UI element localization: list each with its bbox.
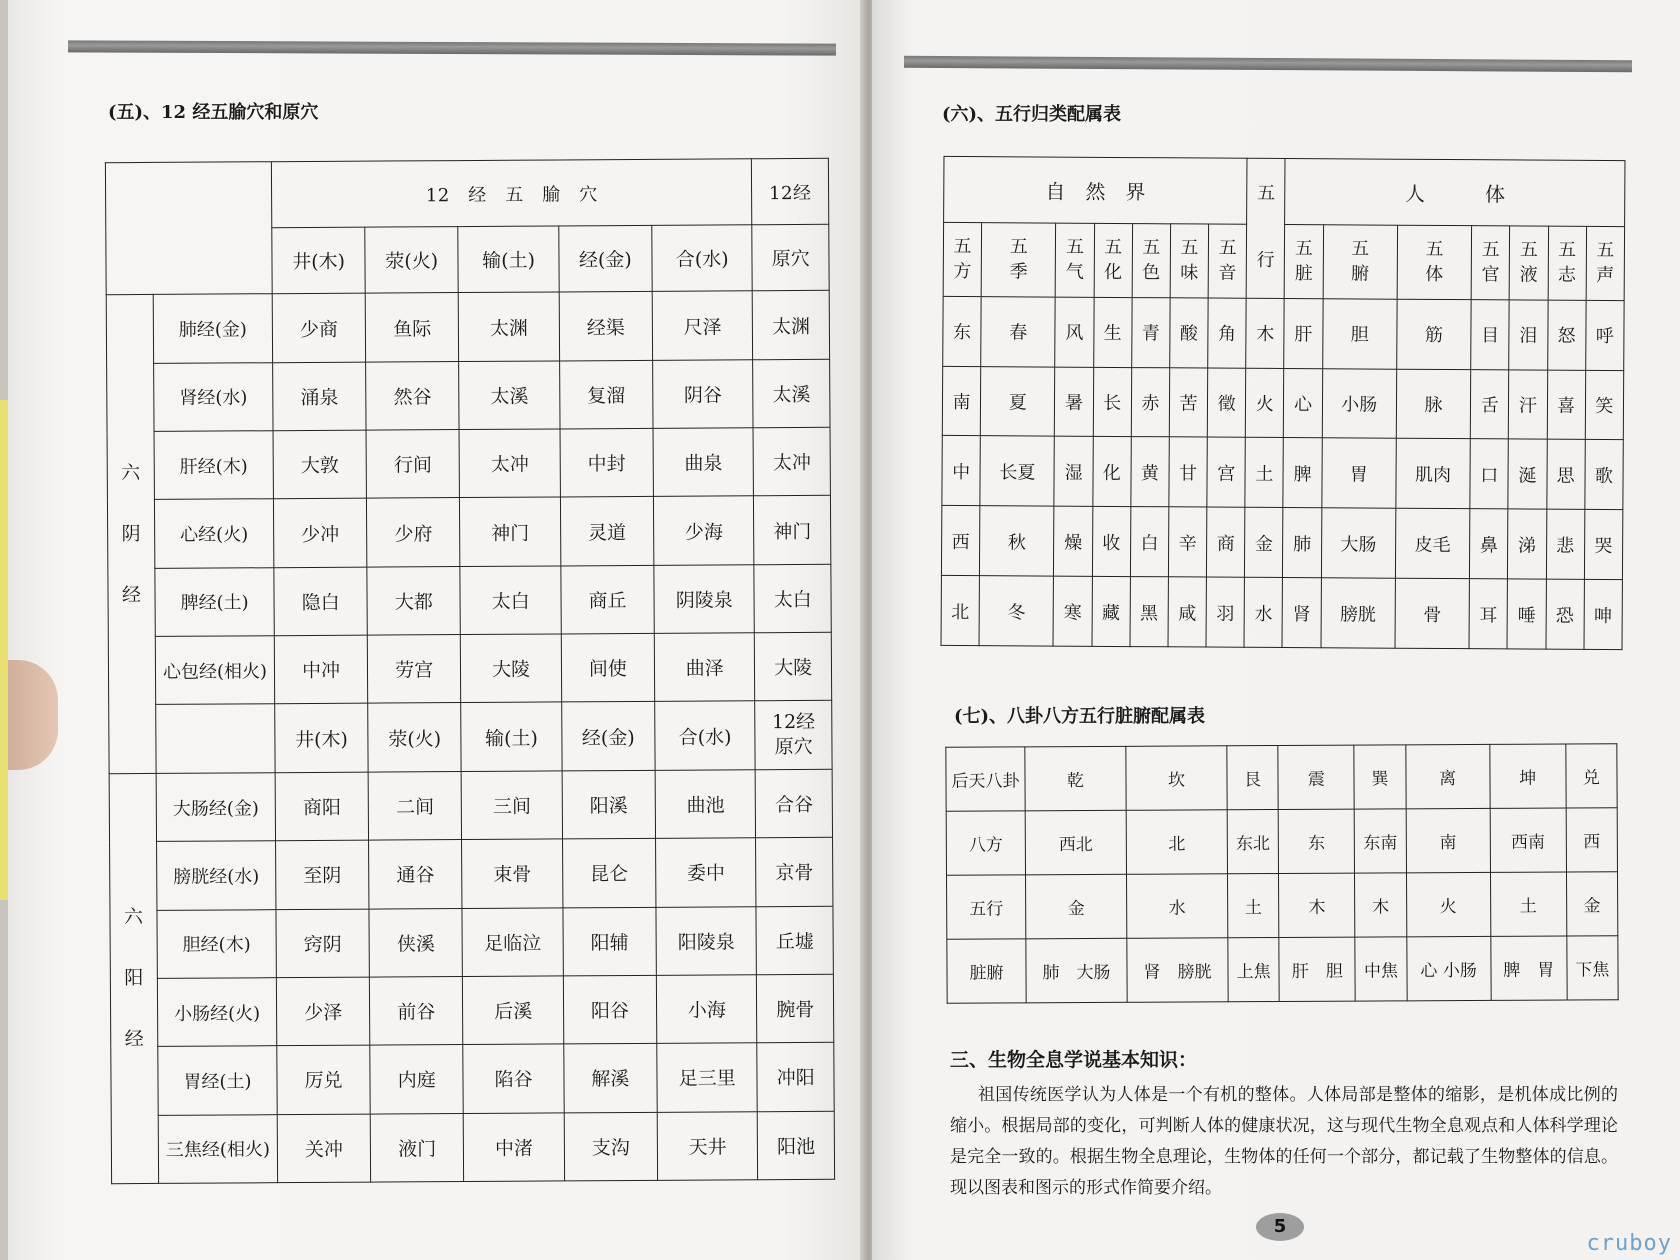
table-row	[107, 359, 830, 432]
element-cell: 酸	[1170, 298, 1209, 368]
bagua-cell: 金	[1026, 874, 1127, 939]
point-cell: 厉兑	[277, 1045, 371, 1114]
point-cell: 曲泉	[653, 428, 754, 497]
element-cell: 小肠	[1322, 368, 1397, 438]
point-cell: 中冲	[274, 635, 368, 704]
bagua-cell: 西北	[1025, 810, 1126, 875]
blank-corner-cell	[105, 162, 272, 295]
element-cell: 湿	[1054, 437, 1093, 507]
bagua-cell: 土	[1490, 872, 1566, 936]
point-cell: 冲阳	[757, 1043, 834, 1112]
element-cell: 东	[943, 296, 982, 366]
watermark-text: cruboy	[1586, 1231, 1672, 1256]
page-edge	[0, 400, 8, 900]
category-header: 五 体	[1397, 225, 1472, 300]
element-cell: 风	[1055, 297, 1094, 367]
group-wuxing: 五	[1247, 158, 1286, 224]
element-cell: 唾	[1507, 579, 1546, 649]
element-cell: 甘	[1169, 437, 1208, 507]
meridian-name: 脾经(土)	[155, 567, 274, 636]
bagua-cell: 东北	[1227, 810, 1279, 874]
point-cell: 丘墟	[756, 906, 833, 975]
element-cell: 火	[1246, 368, 1285, 438]
point-cell: 间使	[561, 634, 655, 703]
element-cell: 泪	[1509, 300, 1548, 370]
point-cell: 足三里	[657, 1043, 758, 1112]
bagua-cell: 中焦	[1355, 937, 1407, 1001]
header-bar	[904, 56, 1632, 72]
table-row	[111, 1111, 834, 1184]
bagua-cell: 艮	[1227, 746, 1279, 810]
point-cell: 委中	[656, 838, 757, 907]
element-cell: 肾	[1282, 578, 1321, 648]
point-cell: 解溪	[564, 1044, 658, 1113]
element-cell: 长夏	[980, 436, 1055, 506]
element-cell: 筋	[1397, 299, 1472, 369]
point-cell: 太渊	[753, 291, 830, 360]
point-cell: 小海	[656, 975, 757, 1044]
category-header: 五 音	[1208, 224, 1247, 298]
point-cell: 神门	[460, 497, 561, 566]
row-label: 脏腑	[947, 939, 1026, 1003]
bagua-cell: 东	[1278, 809, 1354, 873]
element-cell: 肌肉	[1396, 439, 1471, 509]
bagua-cell: 金	[1566, 872, 1618, 936]
point-cell: 少泽	[276, 977, 370, 1046]
point-cell: 合谷	[756, 769, 833, 838]
element-cell: 目	[1471, 299, 1510, 369]
element-cell: 赤	[1131, 367, 1170, 437]
element-cell: 舌	[1470, 369, 1509, 439]
point-cell: 天井	[657, 1111, 758, 1180]
point-cell: 腕骨	[757, 974, 834, 1043]
element-cell: 青	[1131, 297, 1170, 367]
element-cell: 喜	[1547, 370, 1586, 440]
bagua-cell: 火	[1406, 872, 1490, 936]
category-header: 行	[1246, 224, 1285, 298]
bagua-cell: 南	[1406, 808, 1490, 872]
bagua-cell: 木	[1355, 873, 1407, 937]
five-elements-body	[941, 296, 1624, 649]
yang-group-label: 六 阳 经	[109, 773, 159, 1183]
element-cell: 寒	[1053, 576, 1092, 646]
point-cell: 隐白	[274, 567, 368, 636]
section-title-7: (七)、八卦八方五行脏腑配属表	[954, 706, 1206, 727]
mid-header-row	[109, 701, 832, 774]
col-header-yuan: 12经 原穴	[755, 701, 832, 770]
point-cell: 大都	[367, 566, 461, 635]
element-cell: 胃	[1321, 438, 1396, 508]
element-cell: 夏	[980, 366, 1055, 436]
element-cell: 北	[941, 576, 980, 646]
point-cell: 阳辅	[563, 907, 657, 976]
bagua-cell: 水	[1127, 874, 1228, 939]
section-3-body	[950, 1080, 1618, 1204]
point-cell: 商丘	[561, 565, 655, 634]
element-cell: 涎	[1508, 439, 1547, 509]
page-number: 5	[1256, 1213, 1304, 1241]
point-cell: 太溪	[459, 361, 560, 430]
category-header: 五 声	[1586, 226, 1625, 300]
meridian-name: 肾经(水)	[154, 362, 273, 431]
point-cell: 后溪	[463, 976, 564, 1045]
element-cell: 肺	[1283, 508, 1322, 578]
col-header: 输(土)	[458, 226, 559, 293]
bagua-cell: 坎	[1126, 746, 1227, 811]
element-cell: 秋	[980, 506, 1055, 576]
bagua-cell: 巽	[1354, 745, 1406, 809]
row-label: 八方	[946, 811, 1025, 875]
bagua-cell: 东南	[1355, 809, 1407, 873]
point-cell: 京骨	[756, 838, 833, 907]
element-cell: 藏	[1092, 576, 1131, 646]
table-row	[941, 506, 1622, 580]
table-row	[107, 496, 830, 569]
point-cell: 少府	[367, 498, 461, 567]
category-header: 五 腑	[1323, 224, 1398, 299]
element-cell: 暑	[1055, 367, 1094, 437]
element-cell: 咸	[1168, 577, 1207, 647]
section-heading-3	[950, 1045, 1197, 1072]
element-cell: 呼	[1585, 300, 1624, 370]
table-row	[110, 974, 833, 1047]
five-elements-table	[941, 156, 1626, 650]
category-header: 五 液	[1509, 225, 1548, 299]
point-cell: 足临泣	[462, 908, 563, 977]
element-cell: 肝	[1284, 298, 1323, 368]
col-header-yuan: 原穴	[752, 225, 829, 292]
meridian-name: 膀胱经(水)	[157, 841, 276, 910]
element-cell: 水	[1244, 577, 1283, 647]
category-header: 五 季	[981, 222, 1056, 297]
meridian-name: 心包经(相火)	[155, 636, 274, 705]
point-cell: 神门	[754, 496, 831, 565]
col-header: 荥(火)	[365, 227, 459, 294]
point-cell: 尺泽	[652, 291, 753, 360]
point-cell: 少海	[653, 496, 754, 565]
bagua-cell: 木	[1279, 873, 1355, 937]
element-cell: 黑	[1130, 577, 1169, 647]
element-cell: 化	[1092, 437, 1131, 507]
point-cell: 三间	[461, 771, 562, 840]
element-cell: 南	[942, 366, 981, 436]
meridian-name: 心经(火)	[154, 499, 273, 568]
point-cell: 支沟	[564, 1112, 658, 1181]
table-row	[946, 808, 1617, 876]
bagua-cell: 离	[1405, 744, 1489, 808]
element-cell: 口	[1470, 439, 1509, 509]
element-cell: 辛	[1168, 507, 1207, 577]
point-cell: 束骨	[462, 839, 563, 908]
element-cell: 长	[1093, 367, 1132, 437]
point-cell: 太白	[754, 564, 831, 633]
element-cell: 恐	[1546, 579, 1585, 649]
category-header: 五 官	[1471, 225, 1510, 299]
element-cell: 涕	[1508, 509, 1547, 579]
element-cell: 歌	[1585, 440, 1624, 510]
yin-meridians-body	[106, 291, 832, 774]
point-cell: 经渠	[559, 292, 653, 361]
table-row	[107, 427, 830, 500]
point-cell: 曲泽	[654, 633, 755, 702]
point-cell: 中封	[560, 428, 654, 497]
table-row	[941, 576, 1622, 650]
point-cell: 前谷	[370, 976, 464, 1045]
row-label: 后天八卦	[946, 747, 1025, 811]
table-row	[947, 872, 1618, 940]
section-3-text: 人体是一个有机的整体。人体局部是整体的缩影，是机体成比例的缩小。根据局部的变化，可判断人体的健康状况，这与现代生物全息观点和人体科学理论是完全一致的。根据生物全息理论，生物体的任何一个部分，都记载了生物整体的信息。现以图表和图示的形式作简要介绍。	[950, 1085, 1619, 1198]
element-cell: 大肠	[1321, 508, 1396, 578]
table-row	[111, 1043, 834, 1116]
point-cell: 鱼际	[365, 293, 459, 362]
element-cell: 生	[1093, 297, 1132, 367]
group-body: 人 体	[1285, 159, 1625, 227]
point-cell: 阴谷	[653, 360, 754, 429]
bagua-cell: 震	[1278, 745, 1354, 809]
point-cell: 窍阴	[276, 909, 370, 978]
element-cell: 胆	[1322, 298, 1397, 368]
meridian-name: 胆经(木)	[157, 909, 276, 978]
point-cell: 阴陵泉	[654, 565, 755, 634]
table-row	[108, 564, 831, 637]
table-row	[942, 436, 1623, 510]
section-3-title: 三、生物全息学说基本知识：	[950, 1049, 1198, 1071]
table-row	[108, 632, 831, 705]
meridian-name: 胃经(土)	[158, 1046, 277, 1115]
header-bar	[68, 40, 836, 55]
yin-group-label: 六 阴 经	[106, 295, 156, 774]
point-cell: 大陵	[755, 632, 832, 701]
col-header: 井(木)	[275, 704, 369, 773]
element-cell: 金	[1245, 508, 1284, 578]
category-header: 五 化	[1094, 223, 1133, 297]
point-cell: 少冲	[273, 499, 367, 568]
table-row	[109, 769, 832, 842]
table-row	[110, 906, 833, 979]
point-cell: 行间	[366, 430, 460, 499]
point-cell: 阳谷	[563, 975, 657, 1044]
bagua-cell: 肾 膀胱	[1127, 938, 1228, 1003]
point-cell: 大敦	[273, 430, 367, 499]
table-row	[946, 744, 1617, 812]
col-header: 荥(火)	[368, 703, 462, 772]
meridian-name: 三焦经(相火)	[158, 1114, 277, 1183]
bagua-cell: 心 小肠	[1406, 936, 1490, 1000]
point-cell: 少商	[272, 294, 366, 363]
five-shu-points-table	[105, 158, 835, 1184]
element-cell: 骨	[1395, 578, 1470, 648]
element-cell: 耳	[1469, 579, 1508, 649]
bagua-cell: 肝 胆	[1279, 937, 1355, 1001]
element-cell: 燥	[1054, 506, 1093, 576]
category-header: 五 方	[943, 222, 982, 296]
section-title-6: (六)、五行归类配属表	[942, 104, 1122, 125]
bagua-cell: 兑	[1566, 744, 1618, 808]
meridian-name: 大肠经(金)	[156, 773, 275, 842]
bagua-cell: 西南	[1490, 808, 1566, 872]
category-header: 五 味	[1170, 223, 1209, 297]
bagua-cell: 土	[1228, 874, 1280, 938]
point-cell: 侠溪	[369, 908, 463, 977]
element-cell: 鼻	[1470, 509, 1509, 579]
section-title-5: (五)、12 经五腧穴和原穴	[108, 102, 319, 123]
table-row	[110, 838, 833, 911]
element-cell: 悲	[1546, 509, 1585, 579]
point-cell: 太渊	[459, 292, 560, 361]
element-cell: 膀胱	[1321, 578, 1396, 648]
point-cell: 阳溪	[562, 770, 656, 839]
point-cell: 陷谷	[463, 1044, 564, 1113]
point-cell: 太白	[460, 566, 561, 635]
point-cell: 太冲	[753, 427, 830, 496]
col-header: 井(木)	[272, 227, 366, 294]
bagua-body	[946, 744, 1618, 1004]
meridian-name: 肝经(木)	[154, 431, 273, 500]
element-cell: 收	[1092, 507, 1131, 577]
point-cell: 关冲	[277, 1114, 371, 1183]
table-row	[106, 291, 829, 364]
element-cell: 怒	[1547, 300, 1586, 370]
section-3-lead: 祖国传统医学认为	[978, 1085, 1117, 1105]
col-header: 合(水)	[655, 701, 756, 770]
five-elements-category-row	[943, 222, 1624, 300]
category-header: 五 脏	[1285, 224, 1324, 298]
point-cell: 太冲	[459, 429, 560, 498]
element-cell: 徵	[1207, 368, 1246, 438]
point-cell: 中渚	[464, 1113, 565, 1182]
bagua-cell: 北	[1126, 810, 1227, 875]
group-nature: 自 然 界	[944, 156, 1248, 223]
element-cell: 宫	[1207, 437, 1246, 507]
point-cell: 阳池	[758, 1111, 835, 1180]
element-cell: 脉	[1396, 369, 1471, 439]
header-five-shu: 12 经 五 腧 穴	[271, 159, 752, 228]
right-page	[872, 0, 1680, 1260]
element-cell: 呻	[1584, 579, 1623, 649]
bagua-cell: 脾 胃	[1490, 936, 1566, 1000]
blank-cell	[156, 704, 275, 773]
point-cell: 阳陵泉	[656, 906, 757, 975]
point-cell: 太溪	[753, 359, 830, 428]
table-row	[947, 936, 1618, 1004]
bagua-cell: 坤	[1489, 744, 1565, 808]
element-cell: 脾	[1283, 438, 1322, 508]
point-cell: 昆仑	[562, 839, 656, 908]
bagua-cell: 乾	[1025, 746, 1126, 811]
bagua-table	[945, 743, 1618, 1004]
element-cell: 思	[1546, 440, 1585, 510]
point-cell: 复溜	[559, 360, 653, 429]
point-cell: 劳宫	[367, 635, 461, 704]
element-cell: 心	[1284, 368, 1323, 438]
point-cell: 二间	[368, 771, 462, 840]
bagua-cell: 西	[1566, 808, 1618, 872]
element-cell: 笑	[1585, 370, 1624, 440]
point-cell: 灵道	[560, 497, 654, 566]
bagua-cell: 肺 大肠	[1026, 938, 1127, 1003]
col-header: 合(水)	[652, 225, 753, 292]
category-header: 五 气	[1056, 223, 1095, 297]
element-cell: 土	[1245, 438, 1284, 508]
element-cell: 冬	[979, 576, 1054, 646]
meridian-name: 肺经(金)	[153, 294, 272, 363]
element-cell: 角	[1208, 298, 1247, 368]
point-cell: 内庭	[370, 1045, 464, 1114]
table-row	[942, 366, 1623, 440]
element-cell: 中	[942, 436, 981, 506]
thumb	[0, 660, 58, 770]
row-label: 五行	[947, 875, 1026, 939]
col-header: 输(土)	[461, 702, 562, 771]
point-cell: 液门	[370, 1113, 464, 1182]
point-cell: 涌泉	[273, 362, 367, 431]
point-cell: 大陵	[461, 634, 562, 703]
col-header: 经(金)	[562, 702, 656, 771]
left-page	[8, 0, 870, 1260]
element-cell: 汗	[1509, 369, 1548, 439]
element-cell: 木	[1246, 298, 1285, 368]
element-cell: 白	[1130, 507, 1169, 577]
bagua-cell: 下焦	[1567, 936, 1619, 1000]
element-cell: 苦	[1169, 367, 1208, 437]
bagua-cell: 上焦	[1228, 938, 1280, 1002]
element-cell: 羽	[1206, 577, 1245, 647]
element-cell: 春	[981, 296, 1056, 366]
table-row	[943, 296, 1624, 370]
element-cell: 皮毛	[1395, 508, 1470, 578]
element-cell: 哭	[1584, 510, 1623, 580]
category-header: 五 色	[1132, 223, 1171, 297]
yang-meridians-body	[109, 769, 834, 1184]
point-cell: 通谷	[369, 840, 463, 909]
element-cell: 商	[1207, 507, 1246, 577]
point-cell: 曲池	[655, 770, 756, 839]
category-header: 五 志	[1548, 226, 1587, 300]
element-cell: 黄	[1131, 437, 1170, 507]
point-cell: 商阳	[275, 772, 369, 841]
col-header: 经(金)	[559, 226, 653, 293]
meridian-name: 小肠经(火)	[157, 978, 276, 1047]
point-cell: 然谷	[366, 361, 460, 430]
element-cell: 西	[941, 506, 980, 576]
header-yuan-12: 12经	[752, 158, 829, 225]
point-cell: 至阴	[276, 840, 370, 909]
